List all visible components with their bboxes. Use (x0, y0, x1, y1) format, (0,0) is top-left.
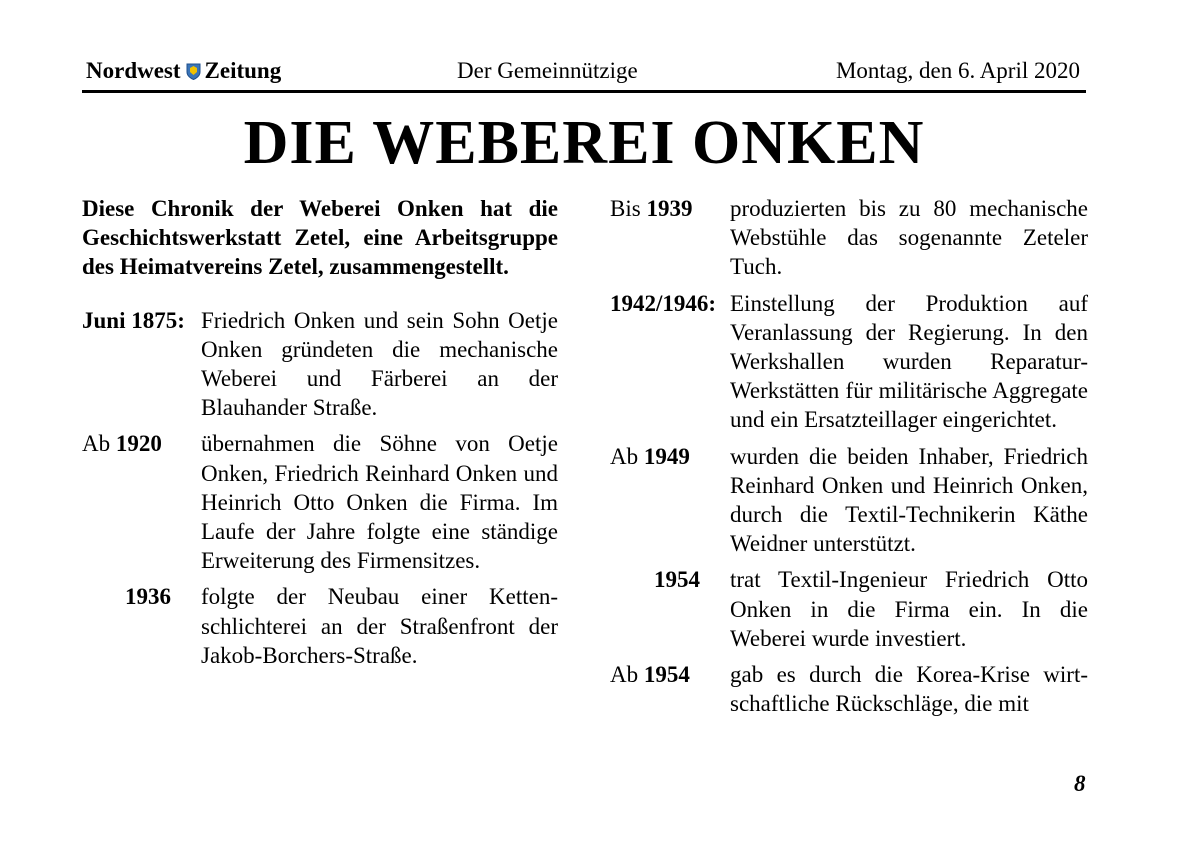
entry-year: 1920 (115, 431, 162, 457)
chronicle-entry (610, 442, 1088, 559)
entry-date (610, 565, 730, 653)
entry-year: 1939 (646, 196, 693, 221)
chronicle-entry (82, 429, 558, 575)
entry-prefix: Bis (610, 196, 647, 221)
chronicle-entry (610, 565, 1088, 653)
chronicle-entry (82, 582, 558, 670)
article-title: DIE WEBEREI ONKEN (243, 109, 925, 177)
header-rule (82, 90, 1086, 93)
entry-date (610, 442, 730, 559)
entry-date (82, 429, 201, 575)
masthead-left: Nordwest (86, 58, 181, 83)
entry-text: übernahmen die Söhne von Oetje Onken, Friedrich Reinhard Onken und Heinrich Otto Onken die Firma. Im Laufe der Jahre folgte eine ständige Erweiterung des Firmensitzes. (201, 431, 558, 574)
entry-year: Juni 1875: (82, 307, 185, 333)
entry-year: 1954 (643, 662, 690, 688)
masthead-right: Zeitung (204, 58, 282, 83)
entry-text: folgte der Neubau einer Kettenschlichterei an der Straßenfront der Jakob-Borchers-Straße. (201, 584, 558, 668)
newspaper-masthead (86, 58, 281, 84)
supplement-name: Der Gemeinnützige (457, 58, 638, 83)
entry-date (82, 306, 201, 423)
entry-prefix: Ab (610, 443, 644, 469)
entry-text: Friedrich Onken und sein Sohn Oetje Onken gründeten die mechanische Weberei und Färberei an der Blauhander Straße. (201, 307, 558, 421)
entry-text: Einstellung der Produktion auf Veranlassung der Regierung. In den Werkshallen wurden Reparatur-Werkstätten für militärische Aggregate und ein Ersatzteillager eingerichtet. (730, 290, 1088, 433)
entry-prefix: Ab (82, 431, 116, 457)
page-number: 8 (1074, 771, 1086, 796)
entry-date (610, 289, 730, 435)
issue-date: Montag, den 6. April 2020 (835, 58, 1080, 83)
entry-text: wurden die beiden Inhaber, Friedrich Reinhard Onken und Heinrich Onken, durch die Textil-Technikerin Käthe Weidner unterstützt. (730, 443, 1088, 557)
page-header (82, 58, 1086, 84)
chronicle-entry (610, 289, 1088, 435)
entry-date (610, 660, 730, 718)
entry-year: 1942/1946: (610, 290, 717, 316)
entry-year: 1936 (125, 584, 171, 610)
left-column (82, 194, 558, 677)
entry-date (82, 582, 201, 670)
intro-paragraph: Diese Chronik der Weberei Onken hat die Geschichtswerkstatt Zetel, eine Arbeitsgruppe des Heimatvereins Zetel, zusammengestellt. (82, 196, 558, 280)
coat-of-arms-icon (186, 63, 201, 80)
chronicle-entry (82, 306, 558, 423)
entry-prefix: Ab (610, 662, 644, 688)
right-column (610, 194, 1088, 725)
entry-text: produzierten bis zu 80 mechanische Webstühle das sogenannte Zeteler Tuch. (730, 196, 1088, 280)
chronicle-entry (610, 660, 1088, 718)
chronicle-entry (610, 194, 1088, 282)
entry-text: gab es durch die Korea-Krise wirtschaftliche Rückschläge, die mit (730, 662, 1088, 717)
entry-date (610, 194, 730, 282)
entry-year: 1954 (654, 567, 700, 593)
entry-year: 1949 (643, 443, 690, 469)
entry-text: trat Textil-Ingenieur Friedrich Otto Onken in die Firma ein. In die Weberei wurde investiert. (730, 567, 1088, 651)
